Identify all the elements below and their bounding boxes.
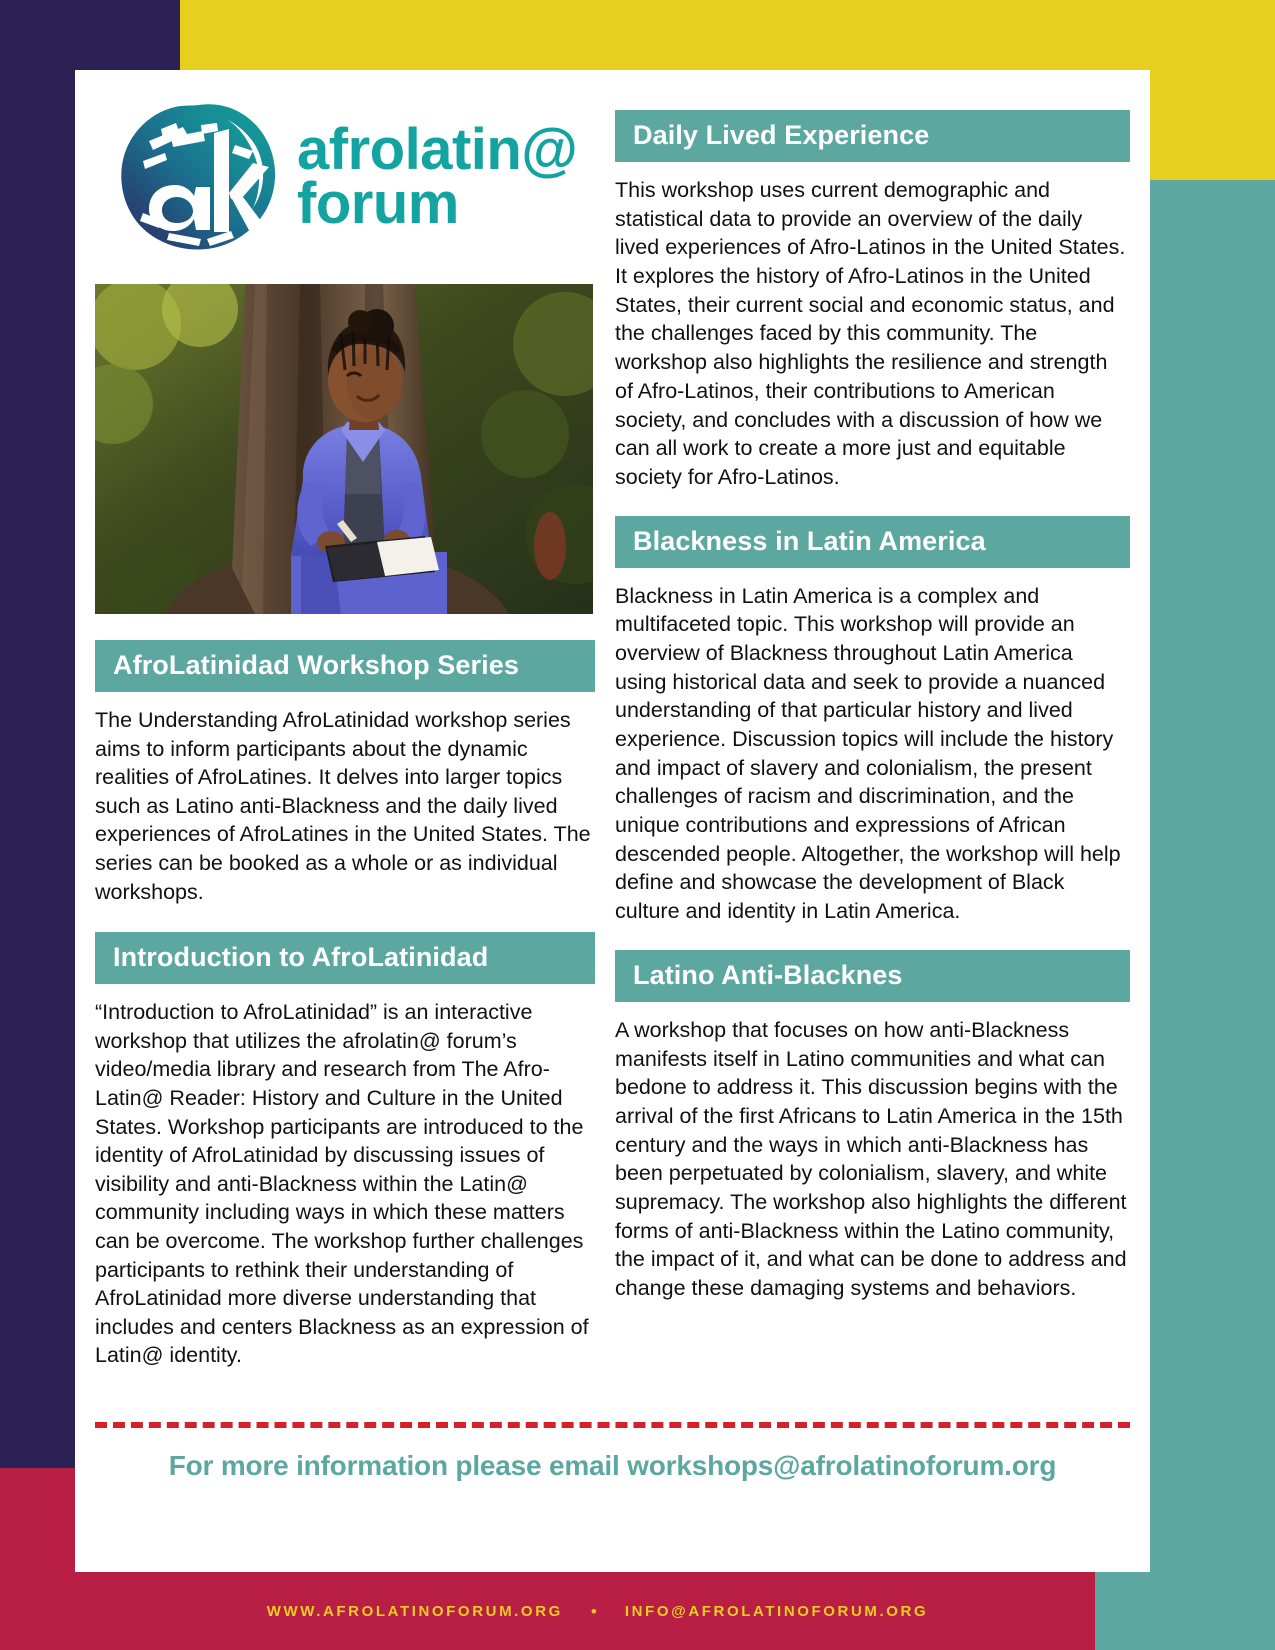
- decor-block-yellow-top: [180, 0, 1275, 70]
- footer-separator-dot: •: [590, 1601, 597, 1621]
- dashed-divider: [95, 1422, 1130, 1428]
- section-body-afrolatinidad-workshop-series: The Understanding AfroLatinidad workshop series aims to inform participants about the dynamic realities of AfroLatines. It delves into larger topics such as Latino anti-Blackness and the daily lived experiences of AfroLatines in the United States. The series can be booked as a whole or as individual workshops.: [95, 708, 591, 904]
- section-header-latino-anti-blacknes: Latino Anti-Blacknes: [615, 950, 1130, 1002]
- section-body-introduction-to-afrolatinidad: “Introduction to AfroLatinidad” is an interactive workshop that utilizes the afrolatin@ forum’s video/media library and research from The Afro-Latin@ Reader: History and Culture in the United States. Workshop participants are introduced to the identity of AfroLatinidad by discussing issues of visibility and anti-Blackness within the Latin@ community including ways in which these matters can be overcome. The workshop further challenges participants to rethink their understanding of AfroLatinidad more diverse understanding that includes and centers Blackness as an expression of Latin@ identity.: [95, 1000, 589, 1368]
- afrolatino-forum-logo-icon: [113, 101, 283, 253]
- decor-block-purple-left: [0, 0, 75, 1468]
- spacer: [615, 492, 1130, 516]
- brand-wordmark-line1: afrolatin@: [297, 117, 578, 183]
- brand-logo: [95, 92, 595, 262]
- decor-block-purple-top-left: [0, 0, 180, 70]
- contact-email-line[interactable]: For more information please email workshops@afrolatinoforum.org: [168, 1450, 1057, 1481]
- section-body-latino-anti-blacknes: A workshop that focuses on how anti-Blackness manifests itself in Latino communities and what can bedone to address it. This discussion begins with the arrival of the first Africans to Latin America in the 15th century and the ways in which anti-Blackness has been perpetuated by colonialism, slavery, and white supremacy. The workshop also highlights the different forms of anti-Blackness within the Latino community, the impact of it, and what can be done to address and change these damaging systems and behaviors.: [615, 1017, 1127, 1300]
- footer-website-link[interactable]: WWW.AFROLATINOFORUM.ORG: [266, 1602, 563, 1620]
- workshop-photo: [95, 284, 593, 614]
- section-header-blackness-in-latin-america: Blackness in Latin America: [615, 516, 1130, 568]
- decor-block-yellow-right: [1150, 0, 1275, 180]
- right-column: [615, 110, 1130, 1303]
- footer-email-link[interactable]: INFO@AFROLATINOFORUM.ORG: [624, 1602, 929, 1620]
- brand-wordmark: [297, 117, 578, 236]
- footer-links: [167, 1603, 929, 1620]
- section-header-afrolatinidad-workshop-series: AfroLatinidad Workshop Series: [95, 640, 595, 692]
- flyer-page: [75, 70, 1150, 1572]
- brand-wordmark-line2: forum: [297, 171, 459, 236]
- contact-section: [95, 1422, 1130, 1482]
- spacer: [615, 926, 1130, 950]
- section-body-daily-lived-experience: This workshop uses current demographic and statistical data to provide an overview of the daily lived experiences of Afro-Latinos in the United States. It explores the history of Afro-Latinos in the United States, their current social and economic status, and the challenges faced by this community. The workshop also highlights the resilience and strength of Afro-Latinos, their contributions to American society, and concludes with a discussion of how we can all work to create a more just and equitable society for Afro-Latinos.: [615, 178, 1126, 489]
- footer-bar: [0, 1572, 1095, 1650]
- flyer-content: [75, 70, 1150, 1572]
- section-header-daily-lived-experience: Daily Lived Experience: [615, 110, 1130, 162]
- decor-block-teal-right: [1150, 180, 1275, 1650]
- section-body-blackness-in-latin-america: Blackness in Latin America is a complex and multifaceted topic. This workshop will provide an overview of Blackness throughout Latin America using historical data and seek to provide a nuanced understanding of that particular history and lived experience. Discussion topics will include the history and impact of slavery and colonialism, the present challenges of racism and discrimination, and the unique contributions and expressions of African descended people. Altogether, the workshop will help define and showcase the development of Black culture and identity in Latin America.: [615, 583, 1121, 924]
- section-header-introduction-to-afrolatinidad: Introduction to AfroLatinidad: [95, 932, 595, 984]
- left-column: [95, 92, 595, 1370]
